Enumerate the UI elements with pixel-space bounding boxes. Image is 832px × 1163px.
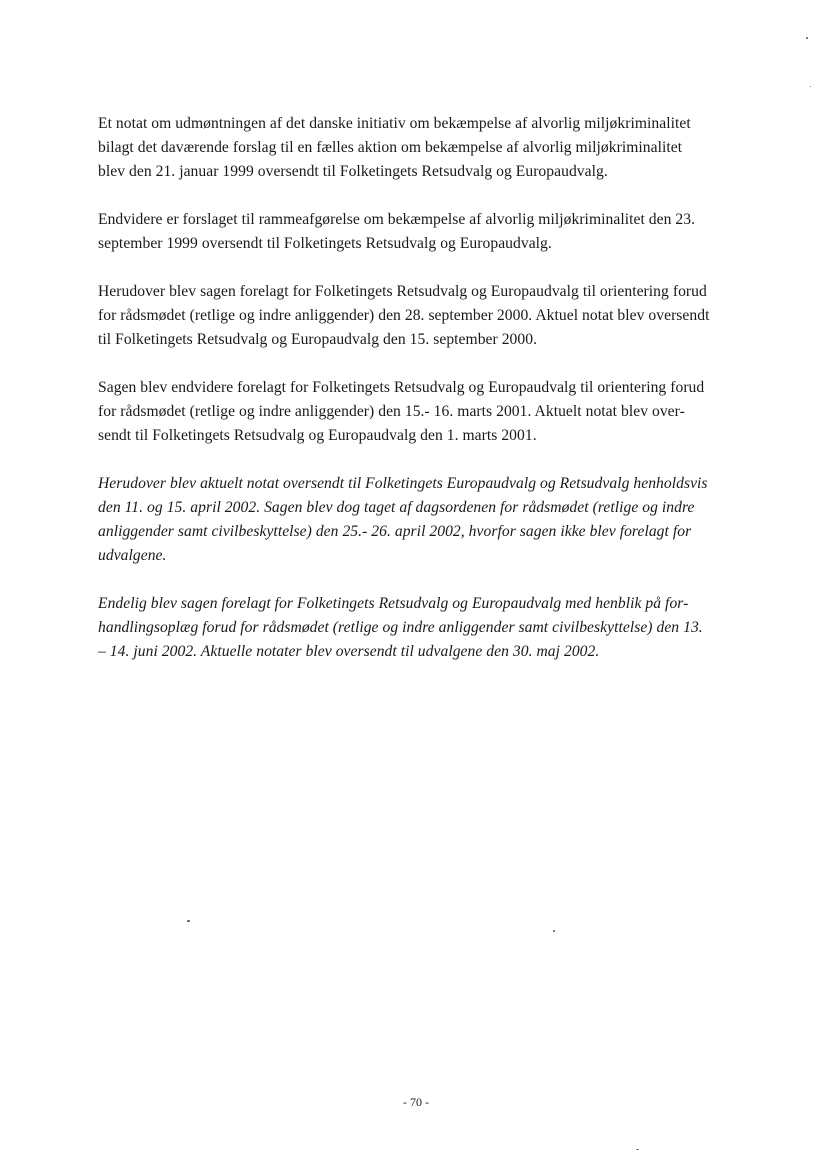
text-line: udvalgene. xyxy=(98,547,167,564)
text-line: Herudover blev aktuelt notat oversendt til Folketingets Europaudvalg og Retsudvalg henholdsvis xyxy=(98,475,708,492)
text-line: for rådsmødet (retlige og indre anliggender) den 28. september 2000. Aktuel notat blev oversendt xyxy=(98,307,710,324)
text-line: bilagt det daværende forslag til en fælles aktion om bekæmpelse af alvorlig miljøkriminalitet xyxy=(98,139,683,156)
text-line: anliggender samt civilbeskyttelse) den 25.- 26. april 2002, hvorfor sagen ikke blev forelagt for xyxy=(98,523,692,540)
scan-speck xyxy=(187,920,190,922)
scan-speck xyxy=(806,37,808,39)
text-line: Sagen blev endvidere forelagt for Folketingets Retsudvalg og Europaudvalg til orientering forud xyxy=(98,379,705,396)
scan-speck xyxy=(810,86,811,87)
paragraph-forelagt-2000 xyxy=(98,280,758,352)
text-line: – 14. juni 2002. Aktuelle notater blev oversendt til udvalgene den 30. maj 2002. xyxy=(98,643,600,660)
paragraph-juni-2002 xyxy=(98,592,758,664)
text-line: blev den 21. januar 1999 oversendt til Folketingets Retsudvalg og Europaudvalg. xyxy=(98,163,608,180)
scan-speck xyxy=(636,1149,639,1150)
text-line: september 1999 oversendt til Folketingets Retsudvalg og Europaudvalg. xyxy=(98,235,552,252)
paragraph-notat-initiativ xyxy=(98,112,758,184)
text-line: handlingsoplæg forud for rådsmødet (retlige og indre anliggender samt civilbeskyttelse) den 13. xyxy=(98,619,703,636)
text-line: Endvidere er forslaget til rammeafgørelse om bekæmpelse af alvorlig miljøkriminalitet den 23. xyxy=(98,211,696,228)
text-line: til Folketingets Retsudvalg og Europaudvalg den 15. september 2000. xyxy=(98,331,538,348)
page-number: - 70 - xyxy=(403,1095,429,1109)
paragraph-rammeafgoerelse xyxy=(98,208,758,256)
text-line: den 11. og 15. april 2002. Sagen blev dog taget af dagsordenen for rådsmødet (retlige og indre xyxy=(98,499,695,516)
text-line: Herudover blev sagen forelagt for Folketingets Retsudvalg og Europaudvalg til orientering forud xyxy=(98,283,707,300)
text-line: Et notat om udmøntningen af det danske initiativ om bekæmpelse af alvorlig miljøkriminalitet xyxy=(98,115,691,132)
text-line: for rådsmødet (retlige og indre anliggender) den 15.- 16. marts 2001. Aktuelt notat blev over- xyxy=(98,403,685,420)
text-line: Endelig blev sagen forelagt for Folketingets Retsudvalg og Europaudvalg med henblik på for- xyxy=(98,595,689,612)
text-line: sendt til Folketingets Retsudvalg og Europaudvalg den 1. marts 2001. xyxy=(98,427,537,444)
paragraph-april-2002 xyxy=(98,472,758,568)
paragraph-forelagt-2001 xyxy=(98,376,758,448)
scan-speck xyxy=(553,930,555,932)
